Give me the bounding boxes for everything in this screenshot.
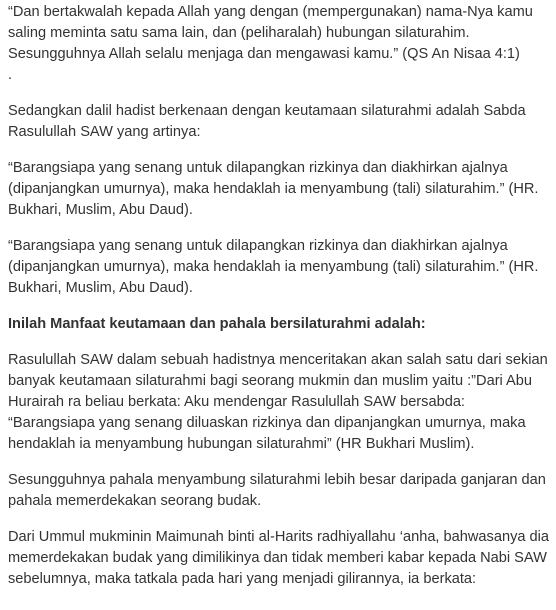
hadith-intro-paragraph: Sedangkan dalil hadist berkenaan dengan keutamaan silaturahmi adalah Sabda Rasulullah SAW yang artinya:	[8, 103, 526, 140]
hadith-quote-paragraph-2: “Barangsiapa yang senang untuk dilapangkan rizkinya dan diakhirkan ajalnya (dipanjangkan umurnya), maka hendaklah ia menyambung (tali) silaturahim.” (HR. Bukhari, Muslim, Abu Daud).	[8, 238, 539, 296]
quran-quote-paragraph: “Dan bertakwalah kepada Allah yang dengan (mempergunakan) nama-Nya kamu saling meminta satu sama lain, dan (peliharalah) hubungan silaturahim. Sesungguhnya Allah selalu menjaga dan mengawasi kamu.” (QS An Nisaa 4:1)	[8, 4, 533, 62]
quran-quote-trailing-dot: .	[8, 67, 13, 83]
article-body	[8, 2, 550, 605]
hadith-quote-paragraph-1: “Barangsiapa yang senang untuk dilapangkan rizkinya dan diakhirkan ajalnya (dipanjangkan umurnya), maka hendaklah ia menyambung (tali) silaturahim.” (HR. Bukhari, Muslim, Abu Daud).	[8, 160, 539, 218]
abu-hurairah-paragraph: Rasulullah SAW dalam sebuah hadistnya menceritakan akan salah satu dari sekian banyak keutamaan silaturahmi bagi seorang mukmin dan muslim yaitu :”Dari Abu Hurairah ra beliau berkata: Aku mendengar Rasulullah SAW bersabda: “Barangsiapa yang senang diluaskan rizkinya dan dipanjangkan umurnya, maka hendaklah ia menyambung hubungan silaturahmi” (HR Bukhari Muslim).	[8, 352, 548, 452]
benefits-heading: Inilah Manfaat keutamaan dan pahala bersilaturahmi adalah:	[8, 316, 426, 332]
maimunah-paragraph: Dari Ummul mukminin Maimunah binti al-Harits radhiyallahu ‘anha, bahwasanya dia memerdekakan budak yang dimilikinya dan tidak memberi kabar kepada Nabi SAW sebelumnya, maka tatkala pada hari yang menjadi gilirannya, ia berkata:	[8, 529, 550, 587]
reward-paragraph: Sesungguhnya pahala menyambung silaturahmi lebih besar daripada ganjaran dan pahala memerdekakan seorang budak.	[8, 472, 546, 509]
